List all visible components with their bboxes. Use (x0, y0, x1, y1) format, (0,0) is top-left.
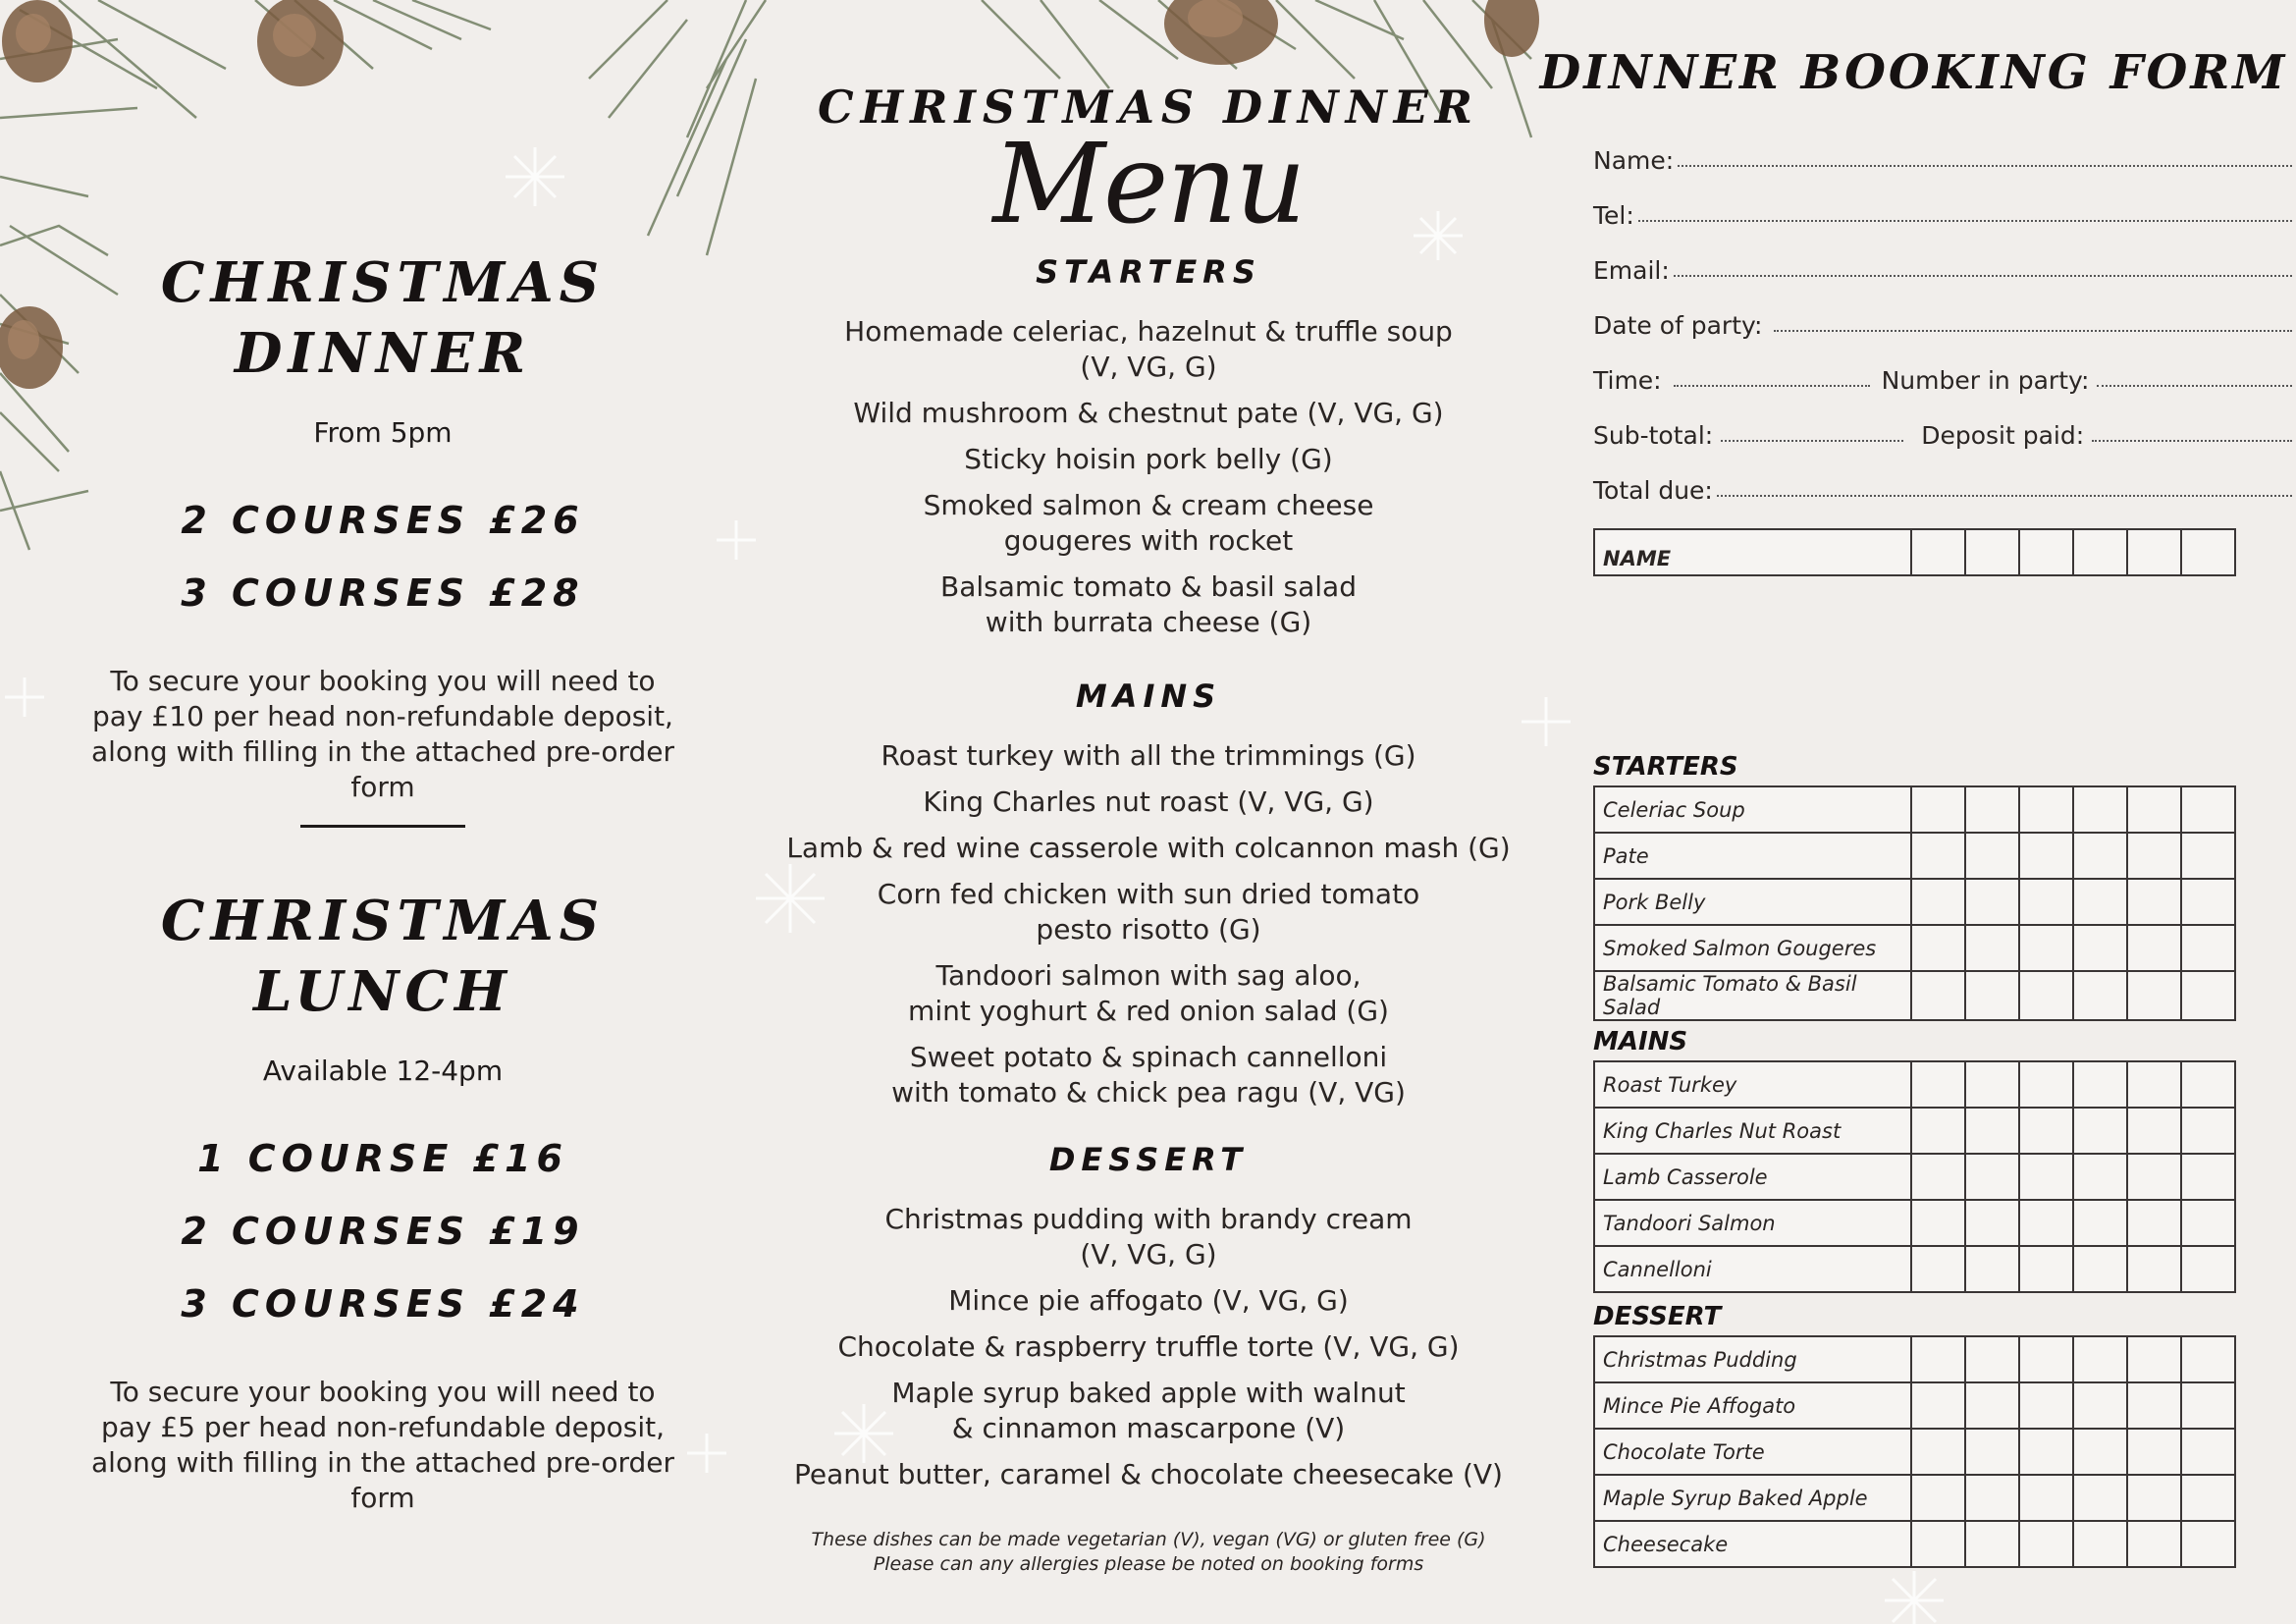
dietary-footnote-line1: These dishes can be made vegetarian (V), vegan (VG) or gluten free (G) (811, 1529, 1486, 1550)
order-checkbox-cell[interactable] (2127, 1108, 2181, 1154)
order-checkbox-cell[interactable] (1965, 879, 2019, 925)
order-checkbox-cell[interactable] (2019, 1061, 2073, 1108)
guest-column-cell[interactable] (2181, 529, 2235, 575)
menu-item (766, 488, 1531, 559)
form-dish-row (1594, 1336, 2235, 1382)
lunch-deposit-note: To secure your booking you will need to pay £5 per head non-refundable deposit, along with filling in the attached pre-order form (91, 1376, 674, 1514)
form-dish-name: Maple Syrup Baked Apple (1594, 1475, 1911, 1521)
menu-item-line: Roast turkey with all the trimmings (G) (881, 739, 1416, 772)
subtotal-deposit-field[interactable] (1593, 412, 2292, 450)
mains-table (1593, 1060, 2236, 1293)
name-field[interactable] (1593, 137, 2292, 175)
order-checkbox-cell[interactable] (2127, 1061, 2181, 1108)
menu-item-line: (V, VG, G) (1080, 1238, 1217, 1271)
starters-table (1593, 785, 2236, 1021)
form-dish-name: Pate (1594, 833, 1911, 879)
dinner-price-3-courses: 3 COURSES £28 (181, 571, 585, 615)
number-label: Number in party: (1881, 366, 2090, 395)
subtotal-label: Sub-total: (1593, 421, 1714, 450)
menu-item-line: gougeres with rocket (1003, 524, 1294, 557)
form-dish-name: King Charles Nut Roast (1594, 1108, 1911, 1154)
menu-item (766, 958, 1531, 1029)
order-checkbox-cell[interactable] (2019, 1246, 2073, 1292)
order-checkbox-cell[interactable] (1911, 833, 1965, 879)
booking-form-panel (1531, 0, 2296, 1624)
menu-item-line: Chocolate & raspberry truffle torte (V, VG, G) (837, 1330, 1460, 1363)
order-checkbox-cell[interactable] (2181, 1382, 2235, 1429)
order-checkbox-cell[interactable] (1965, 1246, 2019, 1292)
form-dish-row (1594, 1475, 2235, 1521)
order-checkbox-cell[interactable] (1965, 1521, 2019, 1567)
order-checkbox-cell[interactable] (1911, 1475, 1965, 1521)
menu-item-line: pesto risotto (G) (1036, 913, 1261, 946)
order-checkbox-cell[interactable] (2073, 1200, 2127, 1246)
order-checkbox-cell[interactable] (2127, 1336, 2181, 1382)
dinner-title-line1: CHRISTMAS (160, 250, 606, 315)
dinner-title (0, 247, 766, 389)
subtotal-line[interactable] (1721, 440, 1903, 442)
menu-item-line: Corn fed chicken with sun dried tomato (877, 878, 1420, 910)
menu-item (766, 396, 1531, 431)
email-line[interactable] (1674, 275, 2292, 277)
order-checkbox-cell[interactable] (2181, 1475, 2235, 1521)
menu-item (766, 1376, 1531, 1446)
menu-item (766, 831, 1531, 866)
menu-item-line: Sticky hoisin pork belly (G) (964, 443, 1333, 475)
menu-item-line: Lamb & red wine casserole with colcannon mash (G) (786, 832, 1511, 864)
order-checkbox-cell[interactable] (1965, 1429, 2019, 1475)
date-field[interactable] (1593, 302, 2292, 340)
name-header-table (1593, 528, 2236, 576)
menu-title: CHRISTMAS DINNER (818, 81, 1479, 134)
form-dish-name: Pork Belly (1594, 879, 1911, 925)
order-checkbox-cell[interactable] (1965, 1382, 2019, 1429)
form-dish-row (1594, 1246, 2235, 1292)
mains-list (766, 738, 1531, 1121)
tel-field[interactable] (1593, 192, 2292, 230)
order-checkbox-cell[interactable] (2019, 786, 2073, 833)
name-header-row (1594, 529, 2235, 575)
order-checkbox-cell[interactable] (2127, 1200, 2181, 1246)
order-checkbox-cell[interactable] (1911, 1200, 1965, 1246)
lunch-title (0, 886, 766, 1027)
order-checkbox-cell[interactable] (2181, 1521, 2235, 1567)
menu-item (766, 738, 1531, 774)
form-dish-row (1594, 879, 2235, 925)
tel-label: Tel: (1593, 201, 1634, 230)
order-checkbox-cell[interactable] (2181, 1061, 2235, 1108)
date-line[interactable] (1774, 330, 2292, 332)
order-checkbox-cell[interactable] (2073, 879, 2127, 925)
time-label: Time: (1593, 366, 1662, 395)
menu-item (766, 569, 1531, 640)
order-checkbox-cell[interactable] (2073, 1061, 2127, 1108)
order-checkbox-cell[interactable] (1911, 879, 1965, 925)
menu-item (766, 1329, 1531, 1365)
form-dish-name: Chocolate Torte (1594, 1429, 1911, 1475)
order-checkbox-cell[interactable] (1911, 1061, 1965, 1108)
order-checkbox-cell[interactable] (1911, 1246, 1965, 1292)
order-checkbox-cell[interactable] (1911, 1336, 1965, 1382)
form-dish-row (1594, 1061, 2235, 1108)
form-dish-name: Cannelloni (1594, 1246, 1911, 1292)
order-checkbox-cell[interactable] (1911, 786, 1965, 833)
order-checkbox-cell[interactable] (2019, 833, 2073, 879)
menu-item (766, 442, 1531, 477)
lunch-title-line1: CHRISTMAS (160, 889, 606, 953)
order-checkbox-cell[interactable] (2181, 1154, 2235, 1200)
order-checkbox-cell[interactable] (1911, 925, 1965, 971)
menu-item (766, 1457, 1531, 1492)
form-dish-row (1594, 1429, 2235, 1475)
order-checkbox-cell[interactable] (2019, 1154, 2073, 1200)
order-checkbox-cell[interactable] (2019, 879, 2073, 925)
form-dish-row (1594, 1200, 2235, 1246)
order-checkbox-cell[interactable] (2073, 1429, 2127, 1475)
order-checkbox-cell[interactable] (2127, 879, 2181, 925)
dinner-title-line2: DINNER (234, 321, 532, 386)
order-checkbox-cell[interactable] (2019, 1429, 2073, 1475)
date-label: Date of party: (1593, 311, 1763, 340)
menu-item-line: Peanut butter, caramel & chocolate cheesecake (V) (794, 1458, 1503, 1490)
form-dish-name: Tandoori Salmon (1594, 1200, 1911, 1246)
section-divider (300, 825, 465, 828)
booking-form-title: DINNER BOOKING FORM (1539, 45, 2288, 100)
menu-script-title: Menu (992, 121, 1305, 248)
order-checkbox-cell[interactable] (2073, 1521, 2127, 1567)
menu-item-line: with burrata cheese (G) (985, 606, 1312, 638)
order-checkbox-cell[interactable] (2127, 971, 2181, 1020)
name-label: Name: (1593, 146, 1675, 175)
order-checkbox-cell[interactable] (2073, 1475, 2127, 1521)
order-checkbox-cell[interactable] (2073, 1336, 2127, 1382)
form-dish-name: Roast Turkey (1594, 1061, 1911, 1108)
order-checkbox-cell[interactable] (2127, 786, 2181, 833)
guest-column-cell[interactable] (1965, 529, 2019, 575)
lunch-price-2-courses: 2 COURSES £19 (181, 1210, 585, 1253)
lunch-price-3-courses: 3 COURSES £24 (181, 1282, 585, 1326)
lunch-time: Available 12-4pm (262, 1055, 504, 1087)
order-checkbox-cell[interactable] (1965, 1108, 2019, 1154)
order-checkbox-cell[interactable] (1965, 786, 2019, 833)
guest-column-cell[interactable] (2019, 529, 2073, 575)
menu-item-line: Sweet potato & spinach cannelloni (909, 1041, 1388, 1073)
email-field[interactable] (1593, 247, 2292, 285)
form-dish-row (1594, 786, 2235, 833)
menu-panel (766, 0, 1531, 1624)
order-checkbox-cell[interactable] (2181, 925, 2235, 971)
menu-item (766, 785, 1531, 820)
order-checkbox-cell[interactable] (2073, 1246, 2127, 1292)
menu-item (766, 1202, 1531, 1272)
order-checkbox-cell[interactable] (2019, 1336, 2073, 1382)
order-checkbox-cell[interactable] (1911, 1108, 1965, 1154)
form-mains-label: MAINS (1593, 1027, 1688, 1056)
order-checkbox-cell[interactable] (2181, 1336, 2235, 1382)
form-dish-row (1594, 971, 2235, 1020)
lunch-price-1-course: 1 COURSE £16 (197, 1137, 568, 1180)
order-checkbox-cell[interactable] (2073, 925, 2127, 971)
guest-column-cell[interactable] (2073, 529, 2127, 575)
menu-item-line: mint yoghurt & red onion salad (G) (908, 995, 1389, 1027)
menu-item (766, 1283, 1531, 1319)
order-checkbox-cell[interactable] (2073, 786, 2127, 833)
starters-heading: STARTERS (1036, 253, 1261, 291)
dinner-time: From 5pm (313, 416, 453, 449)
order-checkbox-cell[interactable] (2073, 1108, 2127, 1154)
order-checkbox-cell[interactable] (2019, 1475, 2073, 1521)
menu-item-line: Tandoori salmon with sag aloo, (935, 959, 1362, 992)
order-checkbox-cell[interactable] (2181, 1246, 2235, 1292)
dinner-deposit-note: To secure your booking you will need to pay £10 per head non-refundable deposit, along with filling in the attached pre-order form (91, 665, 674, 803)
dinner-price-2-courses: 2 COURSES £26 (181, 499, 585, 542)
order-checkbox-cell[interactable] (2127, 1382, 2181, 1429)
order-checkbox-cell[interactable] (2127, 1154, 2181, 1200)
order-checkbox-cell[interactable] (2073, 1154, 2127, 1200)
dietary-footnote-line2: Please can any allergies please be noted on booking forms (873, 1553, 1424, 1575)
dessert-table (1593, 1335, 2236, 1568)
form-dish-name: Smoked Salmon Gougeres (1594, 925, 1911, 971)
total-field[interactable] (1593, 467, 2292, 505)
form-dish-name: Balsamic Tomato & Basil Salad (1594, 971, 1911, 1020)
order-checkbox-cell[interactable] (2181, 1108, 2235, 1154)
menu-item-line: (V, VG, G) (1080, 351, 1217, 383)
order-checkbox-cell[interactable] (2019, 1108, 2073, 1154)
order-checkbox-cell[interactable] (2073, 971, 2127, 1020)
left-panel (0, 0, 766, 1624)
order-checkbox-cell[interactable] (2181, 786, 2235, 833)
guest-column-cell[interactable] (2127, 529, 2181, 575)
order-checkbox-cell[interactable] (1911, 1154, 1965, 1200)
order-checkbox-cell[interactable] (2181, 1200, 2235, 1246)
order-checkbox-cell[interactable] (2019, 1200, 2073, 1246)
order-checkbox-cell[interactable] (2127, 1429, 2181, 1475)
menu-item-line: Maple syrup baked apple with walnut (891, 1377, 1406, 1409)
menu-item-line: Balsamic tomato & basil salad (940, 570, 1357, 603)
menu-item-line: Smoked salmon & cream cheese (923, 489, 1374, 521)
order-checkbox-cell[interactable] (1965, 833, 2019, 879)
form-dish-row (1594, 833, 2235, 879)
form-dessert-label: DESSERT (1593, 1302, 1722, 1331)
order-checkbox-cell[interactable] (1911, 1521, 1965, 1567)
menu-item (766, 1040, 1531, 1110)
order-checkbox-cell[interactable] (2127, 833, 2181, 879)
order-checkbox-cell[interactable] (1965, 1475, 2019, 1521)
menu-item-line: with tomato & chick pea ragu (V, VG) (891, 1076, 1406, 1109)
total-line[interactable] (1717, 495, 2292, 497)
menu-item-line: Mince pie affogato (V, VG, G) (948, 1284, 1349, 1317)
email-label: Email: (1593, 256, 1670, 285)
starters-list (766, 314, 1531, 651)
order-checkbox-cell[interactable] (2127, 925, 2181, 971)
time-line[interactable] (1674, 385, 1870, 387)
menu-item-line: King Charles nut roast (V, VG, G) (923, 785, 1374, 818)
form-dish-name: Celeriac Soup (1594, 786, 1911, 833)
menu-item-line: & cinnamon mascarpone (V) (951, 1412, 1346, 1444)
order-checkbox-cell[interactable] (2019, 925, 2073, 971)
form-dish-name: Christmas Pudding (1594, 1336, 1911, 1382)
order-checkbox-cell[interactable] (1911, 1382, 1965, 1429)
order-checkbox-cell[interactable] (2127, 1521, 2181, 1567)
order-checkbox-cell[interactable] (1911, 971, 1965, 1020)
total-label: Total due: (1593, 476, 1713, 505)
menu-item-line: Christmas pudding with brandy cream (884, 1203, 1413, 1235)
form-dish-row (1594, 925, 2235, 971)
order-checkbox-cell[interactable] (2181, 879, 2235, 925)
order-checkbox-cell[interactable] (1965, 1061, 2019, 1108)
menu-item-line: Homemade celeriac, hazelnut & truffle soup (844, 315, 1453, 348)
lunch-title-line2: LUNCH (253, 959, 512, 1024)
dietary-footnote (766, 1528, 1531, 1577)
order-checkbox-cell[interactable] (2181, 833, 2235, 879)
form-starters-label: STARTERS (1593, 752, 1738, 782)
name-column-header: NAME (1594, 529, 1911, 575)
name-line[interactable] (1678, 165, 2292, 167)
dessert-heading: DESSERT (1048, 1141, 1249, 1178)
form-dish-name: Mince Pie Affogato (1594, 1382, 1911, 1429)
form-dish-row (1594, 1382, 2235, 1429)
tel-line[interactable] (1638, 220, 2292, 222)
form-dish-row (1594, 1521, 2235, 1567)
menu-item-line: Wild mushroom & chestnut pate (V, VG, G) (853, 397, 1444, 429)
order-checkbox-cell[interactable] (2127, 1246, 2181, 1292)
form-dish-row (1594, 1154, 2235, 1200)
order-checkbox-cell[interactable] (1965, 971, 2019, 1020)
order-checkbox-cell[interactable] (1965, 1336, 2019, 1382)
deposit-line[interactable] (2092, 440, 2292, 442)
menu-item (766, 877, 1531, 947)
order-checkbox-cell[interactable] (1965, 1154, 2019, 1200)
order-checkbox-cell[interactable] (2073, 833, 2127, 879)
order-checkbox-cell[interactable] (2181, 971, 2235, 1020)
order-checkbox-cell[interactable] (2019, 1382, 2073, 1429)
form-dish-name: Cheesecake (1594, 1521, 1911, 1567)
order-checkbox-cell[interactable] (2127, 1475, 2181, 1521)
form-dish-name: Lamb Casserole (1594, 1154, 1911, 1200)
form-dish-row (1594, 1108, 2235, 1154)
number-line[interactable] (2097, 385, 2292, 387)
time-number-field[interactable] (1593, 357, 2292, 395)
order-checkbox-cell[interactable] (2019, 971, 2073, 1020)
order-checkbox-cell[interactable] (1965, 925, 2019, 971)
order-checkbox-cell[interactable] (2181, 1429, 2235, 1475)
guest-column-cell[interactable] (1911, 529, 1965, 575)
order-checkbox-cell[interactable] (2073, 1382, 2127, 1429)
order-checkbox-cell[interactable] (1911, 1429, 1965, 1475)
menu-item (766, 314, 1531, 385)
order-checkbox-cell[interactable] (1965, 1200, 2019, 1246)
deposit-label: Deposit paid: (1921, 421, 2085, 450)
mains-heading: MAINS (1075, 677, 1222, 715)
order-checkbox-cell[interactable] (2019, 1521, 2073, 1567)
dessert-list (766, 1202, 1531, 1503)
